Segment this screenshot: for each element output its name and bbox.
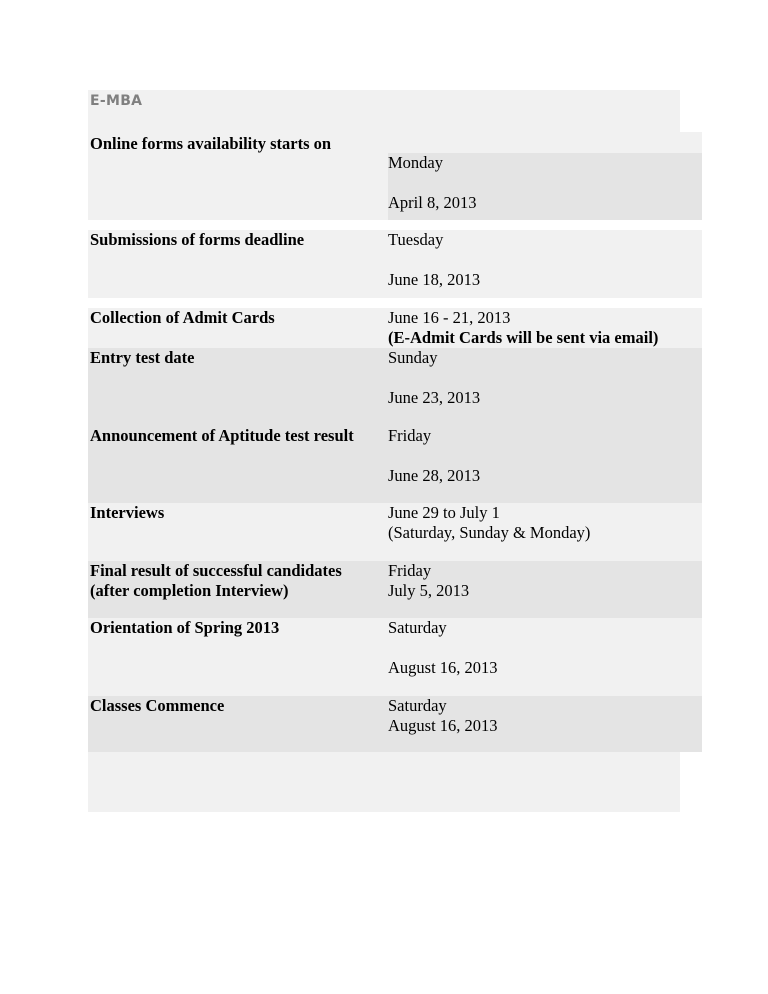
- row-day: Friday: [388, 561, 432, 580]
- row-date: July 5, 2013: [388, 581, 470, 600]
- row-day: Monday: [388, 153, 443, 172]
- row-day: Saturday: [388, 618, 447, 637]
- row-date: June 18, 2013: [388, 270, 481, 289]
- schedule-row-admit-cards: [88, 308, 702, 348]
- row-day: Saturday: [388, 696, 447, 715]
- schedule-row-aptitude-result: [88, 426, 702, 503]
- row-label-line2: (after completion Interview): [90, 581, 289, 600]
- schedule-row-online-forms-value-bg: [388, 153, 702, 220]
- row-label-line1: Final result of successful candidates: [90, 561, 342, 580]
- schedule-row-orientation: [88, 618, 702, 696]
- schedule-row-entry-test: [88, 348, 702, 426]
- row-label: Classes Commence: [90, 696, 225, 715]
- row-date: June 23, 2013: [388, 388, 481, 407]
- row-days: (Saturday, Sunday & Monday): [388, 523, 591, 542]
- row-label: Submissions of forms deadline: [90, 230, 305, 249]
- row-date: April 8, 2013: [388, 193, 477, 212]
- section-heading: E-MBA: [88, 90, 680, 132]
- row-date-range: June 16 - 21, 2013: [388, 308, 511, 327]
- row-label: Announcement of Aptitude test result: [90, 426, 354, 445]
- table-footer-block: [88, 752, 680, 812]
- row-day: Tuesday: [388, 230, 444, 249]
- row-day: Friday: [388, 426, 432, 445]
- row-label: Entry test date: [90, 348, 195, 367]
- row-label: Online forms availability starts on: [90, 134, 332, 153]
- row-day: Sunday: [388, 348, 438, 367]
- row-date: June 28, 2013: [388, 466, 481, 485]
- schedule-row-interviews: [88, 503, 702, 561]
- row-label: Collection of Admit Cards: [90, 308, 275, 327]
- row-label: Orientation of Spring 2013: [90, 618, 280, 637]
- row-date: August 16, 2013: [388, 716, 498, 735]
- row-date-range: June 29 to July 1: [388, 503, 500, 522]
- row-note: (E-Admit Cards will be sent via email): [388, 328, 659, 347]
- schedule-row-final-result: [88, 561, 702, 618]
- schedule-row-submission: [88, 230, 702, 298]
- schedule-row-classes: [88, 696, 702, 752]
- row-label: Interviews: [90, 503, 165, 522]
- row-date: August 16, 2013: [388, 658, 498, 677]
